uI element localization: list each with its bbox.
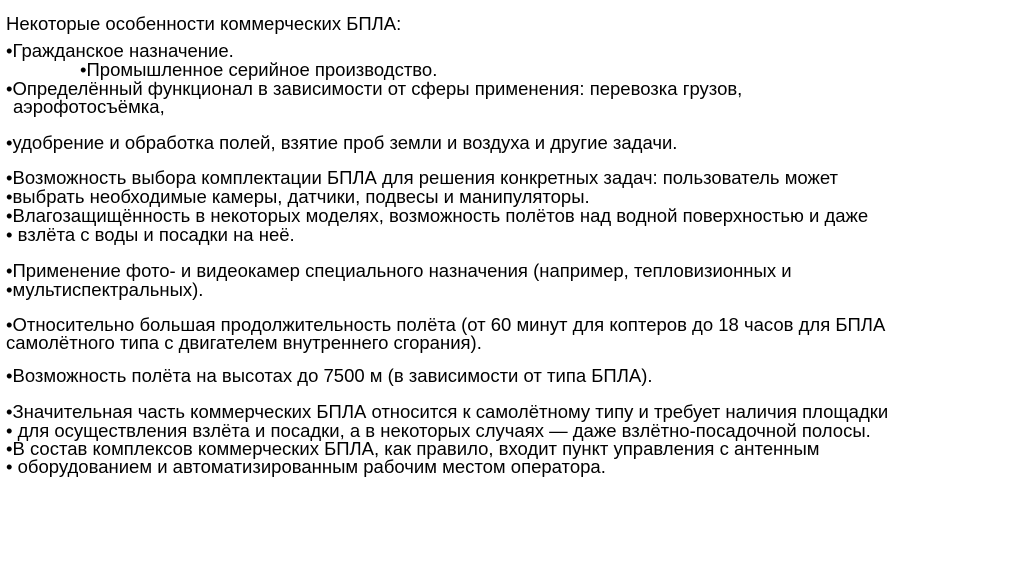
bullet-line: •Влагозащищённость в некоторых моделях, возможность полётов над водной поверхностью и даже — [6, 205, 869, 226]
bullet-line: самолётного типа с двигателем внутреннего сгорания). — [6, 332, 482, 353]
bullet-line: •Относительно большая продолжительность полёта (от 60 минут для коптеров до 18 часов для БПЛА — [6, 314, 886, 335]
slide-heading: Некоторые особенности коммерческих БПЛА: — [6, 13, 402, 34]
bullet-line: •Гражданское назначение. — [6, 40, 234, 61]
bullet-line: •мультиспектральных). — [6, 279, 204, 300]
bullet-line: аэрофотосъёмка, — [13, 96, 165, 117]
bullet-line: •Возможность выбора комплектации БПЛА для решения конкретных задач: пользователь может — [6, 167, 839, 188]
bullet-line: •В состав комплексов коммерческих БПЛА, как правило, входит пункт управления с антенным — [6, 438, 820, 459]
bullet-line: • взлёта с воды и посадки на неё. — [6, 224, 295, 245]
bullet-line: •Применение фото- и видеокамер специального назначения (например, тепловизионных и — [6, 260, 792, 281]
bullet-line: •выбрать необходимые камеры, датчики, подвесы и манипуляторы. — [6, 186, 590, 207]
bullet-line: •Возможность полёта на высотах до 7500 м (в зависимости от типа БПЛА). — [6, 365, 653, 386]
bullet-line: • оборудованием и автоматизированным рабочим местом оператора. — [6, 456, 606, 477]
bullet-line: •Определённый функционал в зависимости от сферы применения: перевозка грузов, — [6, 78, 743, 99]
bullet-line: •Промышленное серийное производство. — [80, 59, 438, 80]
bullet-line: •Значительная часть коммерческих БПЛА относится к самолётному типу и требует наличия площадки — [6, 401, 889, 422]
bullet-line: • для осуществления взлёта и посадки, а в некоторых случаях — даже взлётно-посадочной полосы. — [6, 420, 871, 441]
bullet-line: •удобрение и обработка полей, взятие проб земли и воздуха и другие задачи. — [6, 132, 678, 153]
